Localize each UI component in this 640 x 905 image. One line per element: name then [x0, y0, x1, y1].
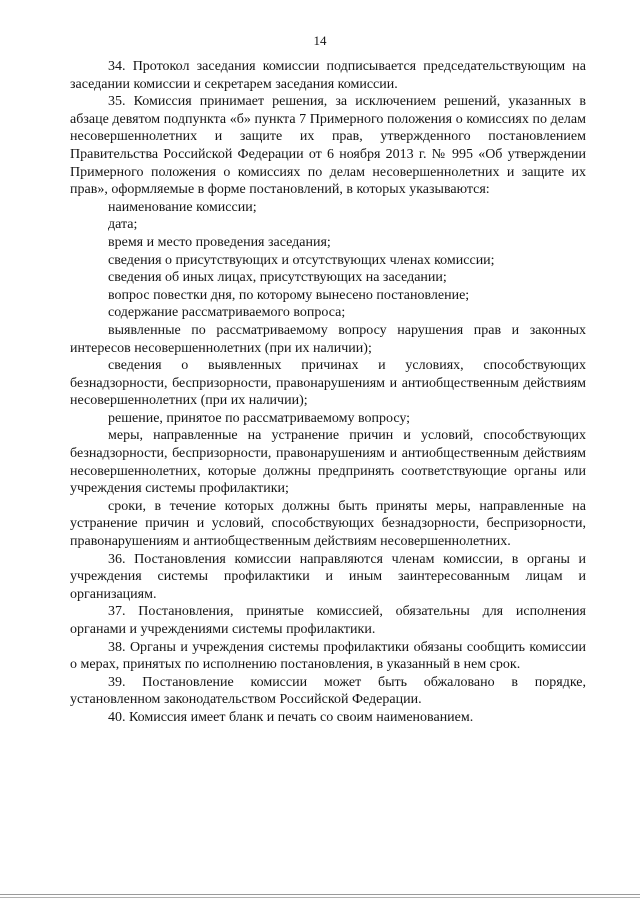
list-item: сведения о выявленных причинах и условиях, способствующих безнадзорности, беспризорности, правонарушениям и антиобщественным действиям несовершеннолетних (при их наличии); [70, 358, 586, 409]
paragraph-40: 40. Комиссия имеет бланк и печать со своим наименованием. [108, 709, 474, 725]
list-item: время и место проведения заседания; [108, 234, 331, 250]
paragraph-34: 34. Протокол заседания комиссии подписывается председательствующим на заседании комиссии и секретарем заседания комиссии. [70, 59, 586, 92]
document-body [70, 58, 586, 727]
list-item: решение, принятое по рассматриваемому вопросу; [108, 410, 411, 426]
scan-edge-line [0, 897, 640, 898]
paragraph-39: 39. Постановление комиссии может быть обжаловано в порядке, установленном законодательством Российской Федерации. [70, 674, 586, 708]
list-item: сроки, в течение которых должны быть приняты меры, направленные на устранение причин и условий, способствующих безнадзорности, беспризорности, правонарушениям и антиобщественным действиям несовершеннолетних. [70, 498, 586, 550]
list-item: вопрос повестки дня, по которому вынесено постановление; [108, 287, 470, 303]
list-item: меры, направленные на устранение причин и условий, способствующих безнадзорности, беспризорности, правонарушениям и антиобщественным действиям несовершеннолетних, которые должны предпринять соответствующие органы или учреждения системы профилактики; [70, 428, 586, 497]
paragraph-35: 35. Комиссия принимает решения, за исключением решений, указанных в абзаце девятом подпункта «б» пункта 7 Примерного положения о комиссиях по делам несовершеннолетних и защите их прав, утвержденного постановлением Правительства Российской Федерации от 6 ноября 2013 г. № 995 «Об утверждении Примерного положения о комиссиях по делам несовершеннолетних и защите их прав», оформляемые в форме постановлений, в которых указываются: [70, 94, 586, 198]
list-item: выявленные по рассматриваемому вопросу нарушения прав и законных интересов несовершеннолетних (при их наличии); [70, 322, 586, 356]
list-item: сведения о присутствующих и отсутствующих членах комиссии; [108, 252, 495, 268]
paragraph-37: 37. Постановления, принятые комиссией, обязательны для исполнения органами и учреждениями системы профилактики. [70, 604, 586, 637]
list-item: дата; [108, 217, 138, 233]
paragraph-38: 38. Органы и учреждения системы профилактики обязаны сообщить комиссии о мерах, принятых по исполнению постановления, в указанный в нем срок. [70, 639, 586, 673]
paragraph-36: 36. Постановления комиссии направляются членам комиссии, в органы и учреждения системы профилактики и иным заинтересованным лицам и организациям. [70, 551, 586, 602]
page-number: 14 [313, 33, 327, 48]
list-item: содержание рассматриваемого вопроса; [108, 305, 346, 321]
list-item: наименование комиссии; [108, 199, 257, 215]
list-item: сведения об иных лицах, присутствующих на заседании; [108, 270, 447, 286]
scan-edge-line [0, 894, 640, 895]
